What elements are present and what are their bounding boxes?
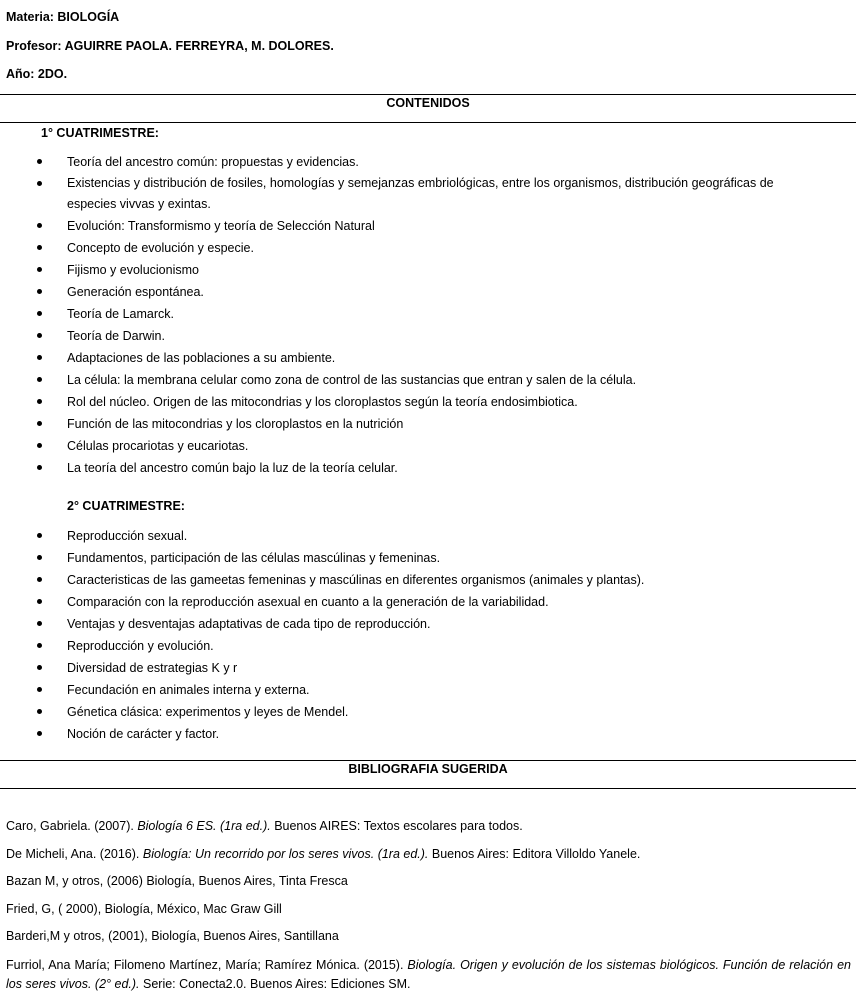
list-item: Reproducción y evolución. [0,635,856,657]
list-item: Caracteristicas de las gameetas femeninas y mascúlinas en diferentes organismos (animales y plantas). [0,569,856,591]
list-item: Fundamentos, participación de las células mascúlinas y femeninas. [0,547,856,569]
list-item: Evolución: Transformismo y teoría de Selección Natural [0,215,856,237]
list-item: Concepto de evolución y especie. [0,237,856,259]
list-item: Teoría de Darwin. [0,325,856,347]
list-item: Noción de carácter y factor. [0,723,856,745]
list-item: Comparación con la reproducción asexual en cuanto a la generación de la variabilidad. [0,591,856,613]
bib-entry: Caro, Gabriela. (2007). Biología 6 ES. (1ra ed.). Buenos AIRES: Textos escolares para todos. [6,819,523,833]
materia-label: Materia: BIOLOGÍA [6,10,120,24]
list-item: Fecundación en animales interna y externa. [0,679,856,701]
cuatrimestre2-title: 2° CUATRIMESTRE: [67,499,185,513]
divider-bib-top [0,760,856,761]
list-item: La célula: la membrana celular como zona de control de las sustancias que entran y salen de la célula. [0,369,856,391]
list-item: Teoría de Lamarck. [0,303,856,325]
bib-entry: De Micheli, Ana. (2016). Biología: Un recorrido por los seres vivos. (1ra ed.). Buenos Aires: Editora Villoldo Yanele. [6,847,641,861]
list-item: Reproducción sexual. [0,525,856,547]
bib-entry: Furriol, Ana María; Filomeno Martínez, María; Ramírez Mónica. (2015). Biología. Origen y evolución de los sistemas biológicos. Función de relación en los seres vivos. (2° ed.). Serie: Conecta2.0. Buenos Aires: Ediciones SM. [6,958,851,991]
list-item: Existencias y distribución de fosiles, homologías y semejanzas embriológicas, entre los organismos, distribución geográficas de especies vivvas y exintas. [0,173,856,215]
cuatrimestre2-list [0,525,856,745]
bib-entry: Fried, G, ( 2000), Biología, México, Mac Graw Gill [6,902,282,916]
list-item: Ventajas y desventajas adaptativas de cada tipo de reproducción. [0,613,856,635]
list-item: Células procariotas y eucariotas. [0,435,856,457]
bib-entry: Barderi,M y otros, (2001), Biología, Buenos Aires, Santillana [6,929,339,943]
divider-bib [0,788,856,789]
contenidos-title: CONTENIDOS [386,96,470,110]
bib-entry: Bazan M, y otros, (2006) Biología, Buenos Aires, Tinta Fresca [6,874,348,888]
divider-contenidos [0,122,856,123]
list-item: Fijismo y evolucionismo [0,259,856,281]
list-item: Diversidad de estrategias K y r [0,657,856,679]
divider-top [0,94,856,95]
list-item: Adaptaciones de las poblaciones a su ambiente. [0,347,856,369]
list-item: Función de las mitocondrias y los cloroplastos en la nutrición [0,413,856,435]
profesor-label: Profesor: AGUIRRE PAOLA. FERREYRA, M. DOLORES. [6,39,334,53]
list-item: Génetica clásica: experimentos y leyes de Mendel. [0,701,856,723]
list-item: Rol del núcleo. Origen de las mitocondrias y los cloroplastos según la teoría endosimbiotica. [0,391,856,413]
bibliografia-title: BIBLIOGRAFIA SUGERIDA [348,762,508,776]
list-item: Generación espontánea. [0,281,856,303]
cuatrimestre1-title: 1° CUATRIMESTRE: [41,126,159,140]
list-item: La teoría del ancestro común bajo la luz de la teoría celular. [0,457,856,479]
anio-label: Año: 2DO. [6,67,68,81]
cuatrimestre1-list [0,151,856,479]
list-item: Teoría del ancestro común: propuestas y evidencias. [0,151,856,173]
